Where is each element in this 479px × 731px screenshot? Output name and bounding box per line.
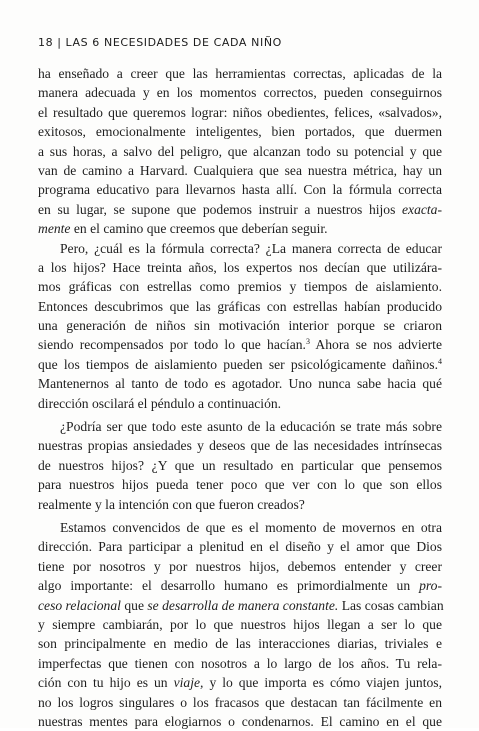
text-line: algo importante: el desarrollo humano es primordialmente un pro- bbox=[38, 578, 442, 594]
text-line: mos gráficas con estrellas como premios y tiempos de aislamiento. bbox=[38, 279, 442, 295]
emphasis: ceso relacional bbox=[38, 597, 121, 613]
text-line: ceso relacional que se desarrolla de manera constante. Las cosas cambian bbox=[38, 597, 444, 613]
header-separator: | bbox=[57, 36, 62, 49]
body-text bbox=[38, 64, 442, 731]
running-header bbox=[38, 36, 282, 49]
text-line: a los hijos? Hace treinta años, los expertos nos decían que utilizára- bbox=[38, 259, 442, 275]
text-line: siendo recompensados por todo lo que hacían.$^3$ Ahora se nos advierte bbox=[38, 337, 442, 353]
text-line: dirección oscilará el péndulo a continuación. bbox=[38, 395, 282, 411]
text-line: a sus horas, a salvo del peligro, que alcanzan todo su potencial y que bbox=[38, 143, 442, 159]
text-line: tiene por nosotros y por nuestros hijos, debemos entender y creer bbox=[38, 558, 442, 574]
text-line: imperfectas que tienen con nosotros a lo largo de los años. Tu rela- bbox=[38, 655, 442, 671]
emphasis: viaje, bbox=[173, 675, 204, 691]
text-line: que los tiempos de aislamiento pueden ser psicológicamente dañinos.$^4$ bbox=[38, 356, 442, 372]
text-line: el resultado que queremos lograr: niños obedientes, felices, «salvados», bbox=[38, 104, 442, 120]
text-line: dirección. Para participar a plenitud en el diseño y el amor que Dios bbox=[38, 539, 442, 555]
text-line: Entonces descubrimos que las gráficas con estrellas habían producido bbox=[38, 298, 442, 314]
emphasis: exacta- bbox=[402, 201, 442, 217]
emphasis: pro- bbox=[419, 578, 442, 594]
text-line: una generación de niños sin motivación interior porque se criaron bbox=[38, 318, 442, 334]
text-line: no los logros singulares o los fracasos que destacan tan fácilmente en bbox=[38, 694, 442, 710]
text-line: y siempre cambiarán, por lo que nuestros hijos llegan a ser lo que bbox=[38, 616, 442, 632]
paragraph-start: Estamos convencidos de que es el momento de movernos en otra bbox=[60, 519, 442, 535]
text-line: van de camino a Harvard. Cualquiera que sea nuestra métrica, hay un bbox=[38, 162, 442, 178]
paragraph-start: Pero, ¿cuál es la fórmula correcta? ¿La manera correcta de educar bbox=[60, 240, 442, 256]
text-line: de nuestros hijos? ¿Y que un resultado en particular que pensemos bbox=[38, 457, 442, 473]
emphasis: mente bbox=[38, 221, 71, 237]
text-line: realmente y la intención con que fueron creados? bbox=[38, 496, 305, 512]
text-line: manera adecuada y en los momentos correctos, pueden conseguirnos bbox=[38, 85, 442, 101]
text-line: ción con tu hijo es un viaje, y lo que importa es cómo viajen juntos, bbox=[38, 675, 442, 691]
text-line: nuestras propias ansiedades y deseos que de las necesidades intrínsecas bbox=[38, 438, 442, 454]
text-line: para nuestros hijos pueda tener poco que ver con lo que son ellos bbox=[38, 477, 442, 493]
text-line: son principalmente en medio de las interacciones diarias, triviales e bbox=[38, 636, 442, 652]
footnote-ref: 4 bbox=[438, 356, 442, 366]
text-line: en su lugar, se supone que podemos instruir a nuestros hijos exacta- bbox=[38, 201, 442, 217]
text-line: nuestras mentes para elogiarnos o condenarnos. El camino en el que bbox=[38, 713, 442, 729]
text-line: Mantenernos al tanto de todo es agotador. Uno nunca sabe hacia qué bbox=[38, 376, 442, 392]
text-line: exitosos, emocionalmente inteligentes, bien portados, que duermen bbox=[38, 124, 442, 140]
footnote-ref: 3 bbox=[305, 337, 310, 347]
emphasis: se desarrolla de manera constante. bbox=[147, 597, 339, 613]
text-line: ha enseñado a creer que las herramientas correctas, aplicadas de la bbox=[38, 66, 442, 81]
paragraph-start: ¿Podría ser que todo este asunto de la educación se trate más sobre bbox=[60, 419, 442, 435]
page-number: 18 bbox=[38, 36, 54, 49]
text-line: programa educativo para llevarnos hasta allí. Con la fórmula correcta bbox=[38, 182, 442, 198]
text-line: mente en el camino que creemos que deberían seguir. bbox=[38, 221, 328, 237]
book-title: LAS 6 NECESIDADES DE CADA NIÑO bbox=[65, 36, 282, 49]
